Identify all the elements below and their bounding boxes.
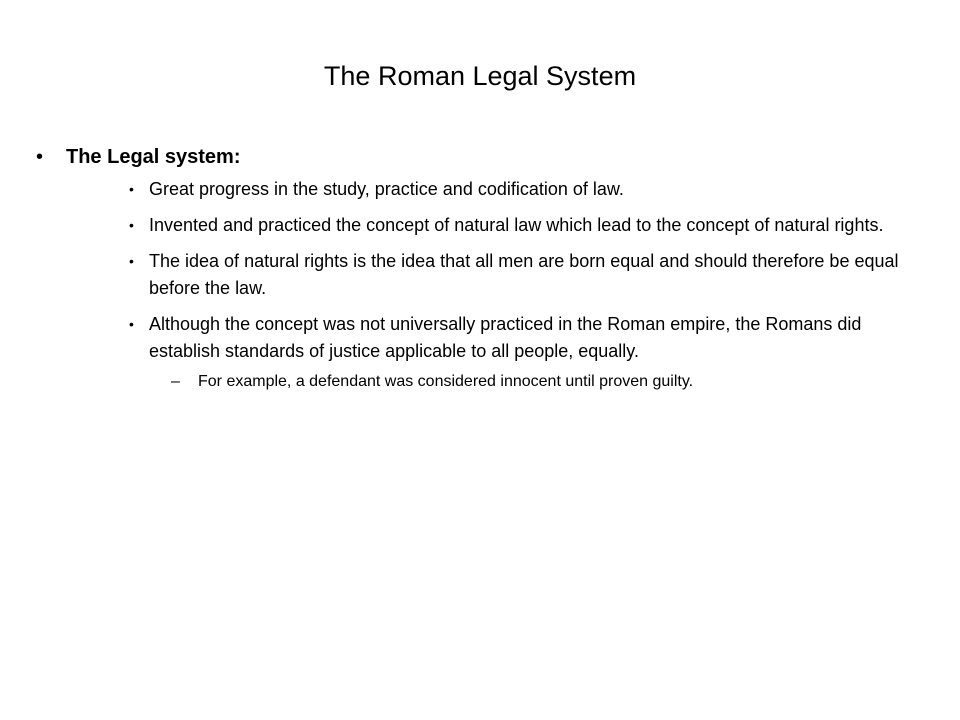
slide-content — [36, 142, 926, 394]
bullet-icon: • — [36, 146, 44, 168]
bullet-icon: • — [129, 181, 134, 197]
list-item-text: The idea of natural rights is the idea that all men are born equal and should therefore be equal before the law. — [149, 251, 899, 298]
bullet-icon: • — [129, 316, 134, 332]
main-bullet — [36, 142, 926, 172]
list-item — [129, 212, 926, 239]
dash-icon: – — [171, 373, 180, 390]
slide-title: The Roman Legal System — [323, 61, 637, 91]
bullet-icon: • — [129, 253, 134, 269]
list-item-text: Although the concept was not universally practiced in the Roman empire, the Romans did establish standards of justice applicable to all people, equally. — [149, 314, 862, 361]
list-item-text: Great progress in the study, practice and codification of law. — [149, 179, 624, 199]
list-item — [129, 311, 926, 365]
list-item — [129, 176, 926, 203]
sub-bullet-list — [129, 176, 926, 365]
sub-sub-bullet — [171, 370, 926, 394]
list-item — [129, 248, 926, 302]
bullet-icon: • — [129, 217, 134, 233]
section-heading: The Legal system: — [66, 146, 241, 168]
sub-sub-bullet-text: For example, a defendant was considered innocent until proven guilty. — [198, 373, 694, 390]
list-item-text: Invented and practiced the concept of natural law which lead to the concept of natural rights. — [149, 215, 884, 235]
